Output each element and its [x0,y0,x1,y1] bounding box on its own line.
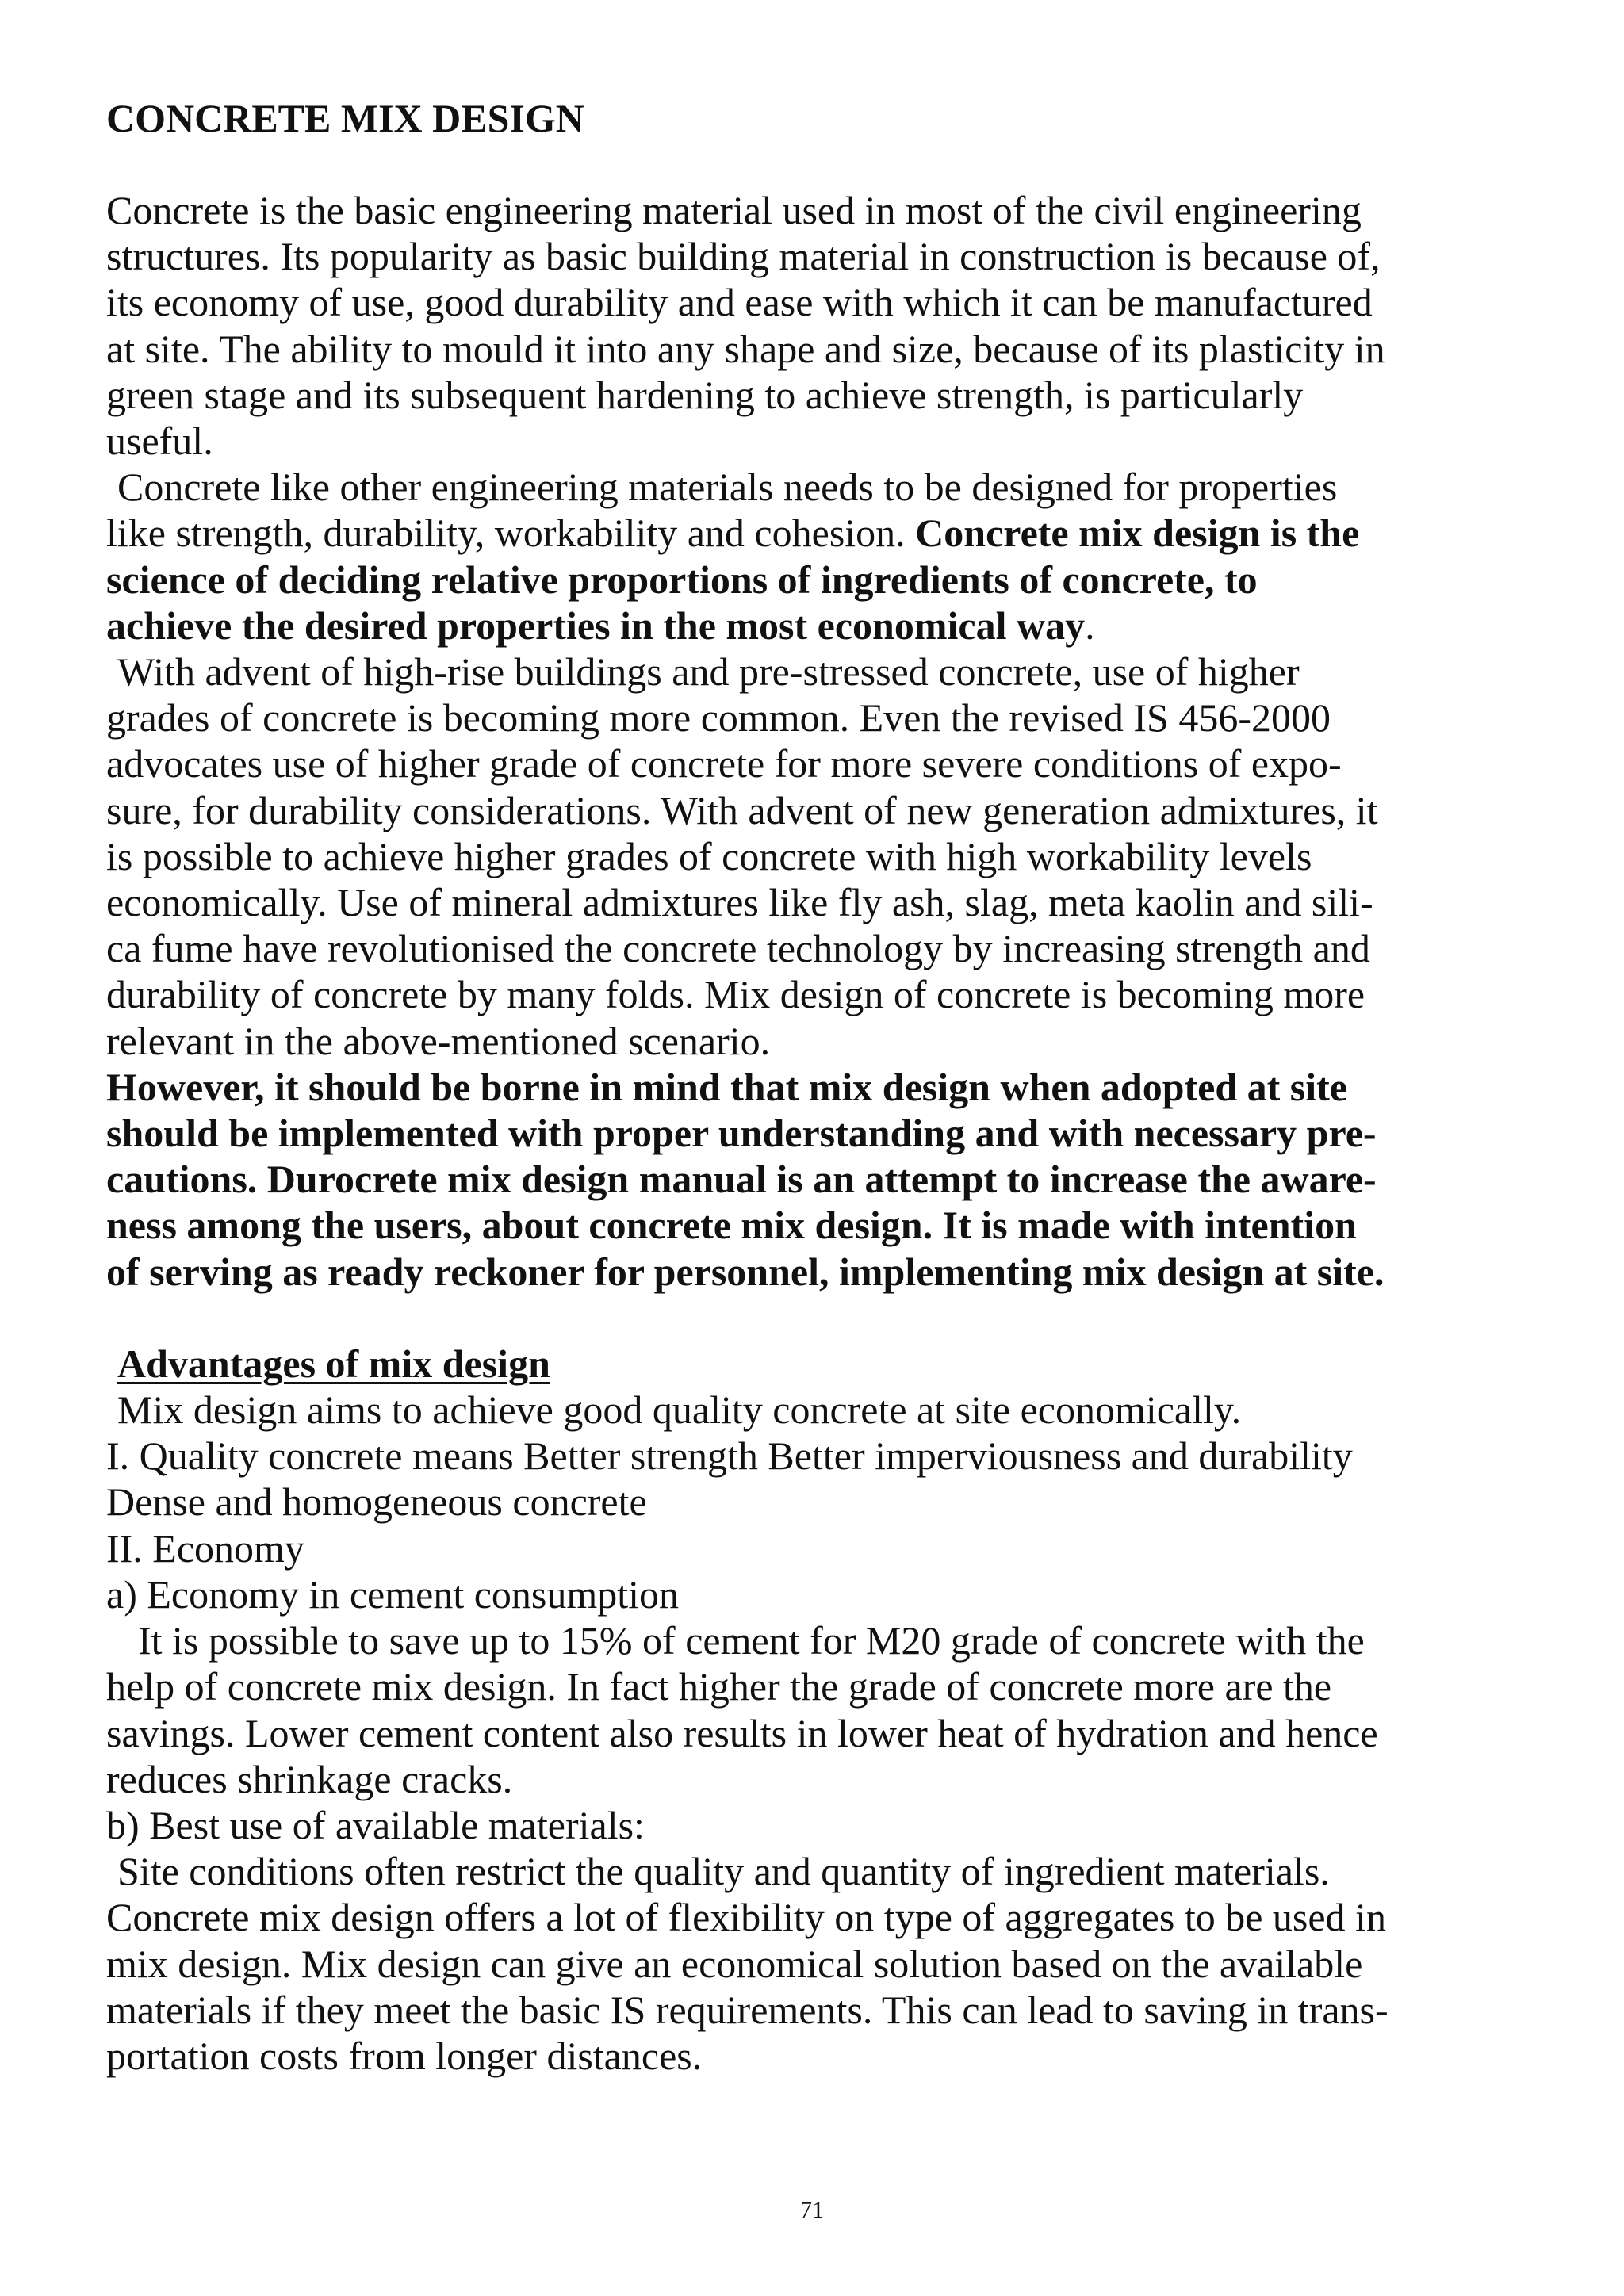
text-line: Site conditions often restrict the quality and quantity of ingredient materials. [117,1849,1330,1894]
text-line: reduces shrinkage cracks. [106,1756,513,1801]
design-definition-paragraph [106,464,1534,649]
text-line: It is possible to save up to 15% of cement for M20 grade of concrete with the [138,1618,1365,1663]
intro-paragraph [106,187,1534,464]
text-line: is possible to achieve higher grades of concrete with high workability levels [106,833,1312,878]
text-line: With advent of high-rise buildings and pre-stressed concrete, use of higher [117,649,1300,695]
text-line: portation costs from longer distances. [106,2033,703,2078]
text-line: structures. Its popularity as basic building material in construction is because of, [106,234,1381,279]
bold-text-line: of serving as ready reckoner for personnel, implementing mix design at site. [106,1249,1385,1294]
document-page [106,94,1534,2079]
text-line: sure, for durability considerations. With advent of new generation admixtures, it [106,787,1378,832]
bold-text-line: ness among the users, about concrete mix design. It is made with intention [106,1203,1357,1248]
text-line: mix design. Mix design can give an economical solution based on the available [106,1941,1363,1986]
text-line: relevant in the above-mentioned scenario. [106,1018,771,1063]
bold-text-line: should be implemented with proper understanding and with necessary pre- [106,1111,1377,1156]
text-line [106,510,1534,556]
section-heading: Advantages of mix design [117,1341,550,1386]
text-line: Concrete mix design offers a lot of flexibility on type of aggregates to be used in [106,1895,1386,1940]
text-line: green stage and its subsequent hardening to achieve strength, is particularly [106,372,1304,417]
text-line: I. Quality concrete means Better strength Better imperviousness and durability [106,1433,1353,1479]
text-line: its economy of use, good durability and ease with which it can be manufactured [106,280,1373,325]
text-run: . [1085,603,1095,648]
text-line: durability of concrete by many folds. Mix design of concrete is becoming more [106,972,1365,1017]
bold-text-run: achieve the desired properties in the most economical way [106,603,1086,648]
section-heading-line [106,1341,1534,1387]
text-line: Concrete like other engineering materials needs to be designed for properties [117,465,1338,510]
bold-text-run: Concrete mix design is the [915,511,1360,556]
bold-text-line: However, it should be borne in mind that mix design when adopted at site [106,1064,1347,1109]
text-run: like strength, durability, workability and cohesion. [106,511,916,556]
text-line: Mix design aims to achieve good quality concrete at site economically. [117,1387,1242,1433]
advent-paragraph [106,649,1534,1064]
text-line: advocates use of higher grade of concrete for more severe conditions of expo- [106,741,1342,786]
document-title: CONCRETE MIX DESIGN [106,96,584,140]
text-line: economically. Use of mineral admixtures like fly ash, slag, meta kaolin and sili- [106,880,1373,925]
text-line: ca fume have revolutionised the concrete technology by increasing strength and [106,926,1370,971]
bold-text-line: cautions. Durocrete mix design manual is an attempt to increase the aware- [106,1157,1377,1202]
text-line: useful. [106,419,213,464]
page-number: 71 [800,2197,824,2223]
text-line: Concrete is the basic engineering material used in most of the civil engineering [106,188,1362,232]
advantages-section [106,1341,1534,2079]
text-line: grades of concrete is becoming more common. Even the revised IS 456-2000 [106,695,1331,740]
text-line: Dense and homogeneous concrete [106,1479,647,1525]
text-line: help of concrete mix design. In fact higher the grade of concrete more are the [106,1664,1332,1709]
text-line: II. Economy [106,1525,304,1571]
subheading-line: b) Best use of available materials: [106,1802,645,1847]
text-line: savings. Lower cement content also results in lower heat of hydration and hence [106,1710,1378,1755]
caution-paragraph [106,1064,1534,1295]
text-line: at site. The ability to mould it into any shape and size, because of its plasticity in [106,326,1385,371]
subheading-line: a) Economy in cement consumption [106,1571,680,1617]
section-spacer [106,1295,1534,1341]
text-line [106,603,1534,649]
bold-text-line: science of deciding relative proportions of ingredients of concrete, to [106,557,1258,602]
text-line: materials if they meet the basic IS requirements. This can lead to saving in trans- [106,1987,1388,2032]
